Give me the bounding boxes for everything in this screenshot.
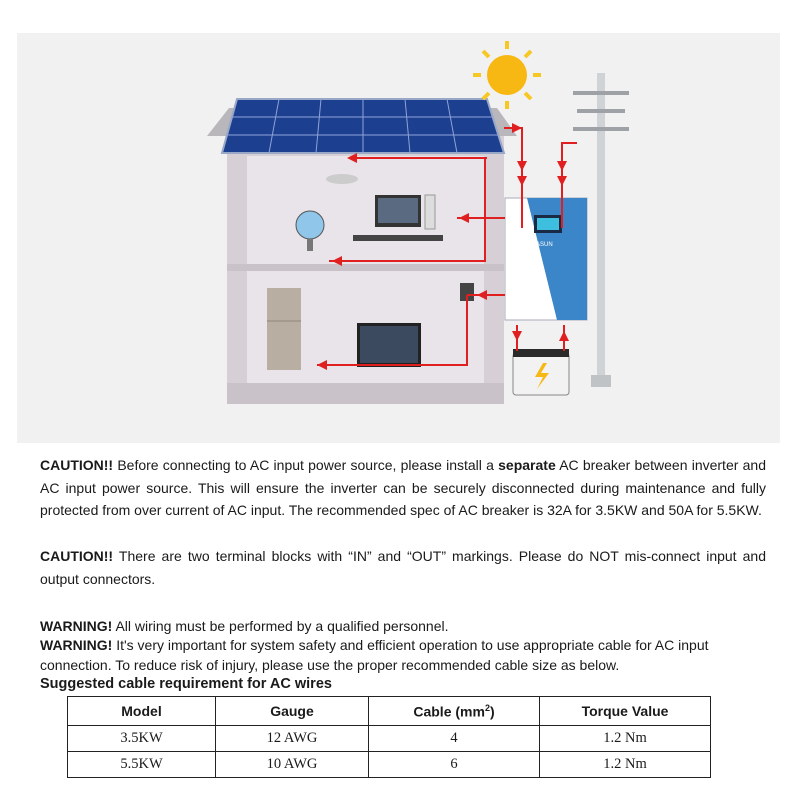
cell-torque: 1.2 Nm	[540, 726, 711, 752]
table-row	[68, 752, 711, 778]
cell-cable: 6	[369, 752, 540, 778]
solar-system-illustration	[17, 33, 780, 443]
table-row	[68, 726, 711, 752]
table-title: Suggested cable requirement for AC wires	[40, 676, 332, 692]
warning-qualified-personnel: WARNING! All wiring must be performed by a qualified personnel.	[40, 618, 449, 634]
cell-model: 3.5KW	[68, 726, 216, 752]
inverter-brand-label: EASUN	[532, 242, 553, 248]
cell-cable: 4	[369, 726, 540, 752]
cell-gauge: 12 AWG	[216, 726, 369, 752]
table-header-row	[68, 697, 711, 726]
warning-cable-size: WARNING! It's very important for system safety and efficient operation to use appropriate cable for AC input connection. To reduce risk of injury, please use the proper recommended cable size as below.	[40, 637, 709, 673]
caution-label: CAUTION!!	[40, 457, 114, 473]
header-gauge: Gauge	[216, 697, 369, 726]
system-diagram	[17, 33, 780, 443]
warning-label: WARNING!	[40, 618, 113, 634]
cell-model: 5.5KW	[68, 752, 216, 778]
cell-gauge: 10 AWG	[216, 752, 369, 778]
caution-terminal-blocks: CAUTION!! There are two terminal blocks with “IN” and “OUT” markings. Please do NOT mis-connect input and output connectors.	[40, 548, 766, 587]
header-torque: Torque Value	[540, 697, 711, 726]
battery-icon	[513, 349, 569, 395]
header-model: Model	[68, 697, 216, 726]
header-cable: Cable $(mm^2)$	[369, 697, 540, 726]
warning-label: WARNING!	[40, 637, 113, 653]
caution-ac-breaker: CAUTION!! Before connecting to AC input power source, please install a separate AC breaker between inverter and AC input power source. This will ensure the inverter can be securely disconnected during maintenance and fully protected from over current of AC input. The recommended spec of AC breaker is 32A for 3.5KW and 50A for 5.5KW.	[40, 457, 766, 518]
sun-icon	[473, 41, 541, 109]
solar-panel	[222, 99, 504, 153]
cell-torque: 1.2 Nm	[540, 752, 711, 778]
cable-requirement-table	[67, 696, 711, 778]
inverter	[505, 198, 587, 320]
caution-label: CAUTION!!	[40, 548, 114, 564]
